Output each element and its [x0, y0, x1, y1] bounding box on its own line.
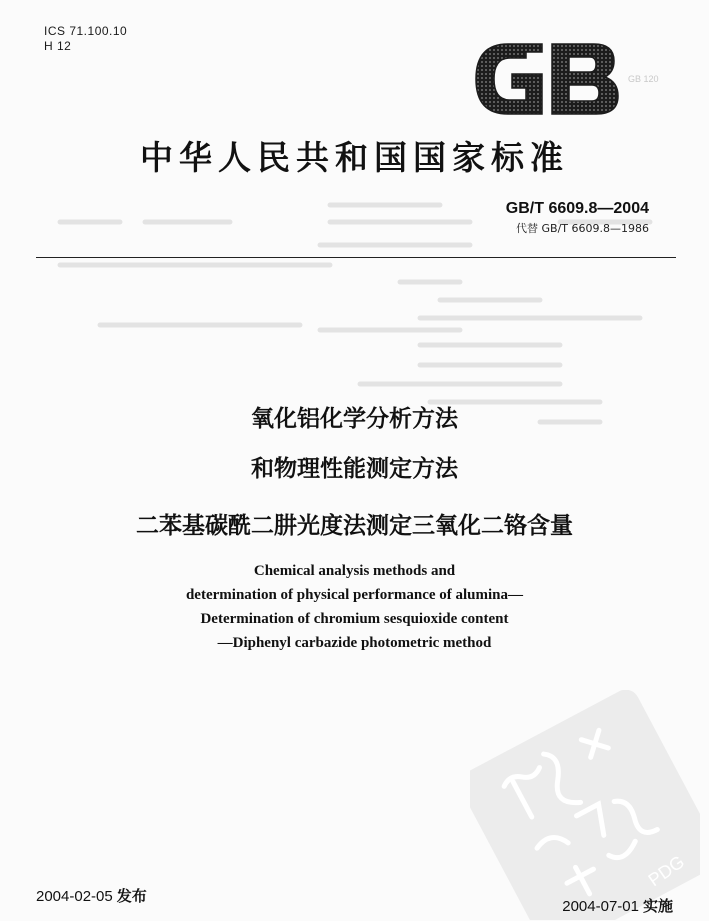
english-title-line-1: Chemical analysis methods and [253, 563, 456, 579]
classification-code: H 12 [44, 39, 72, 53]
issue-date [36, 885, 147, 906]
gb-logo-subtext: GB 120 [628, 74, 659, 84]
gb-logo [472, 40, 622, 118]
header-divider [36, 257, 676, 258]
ics-code: ICS 71.100.10 [44, 24, 128, 38]
library-watermark-seal [470, 690, 700, 920]
chinese-title-line-3: 二苯基碳酰二肼光度法测定三氧化二铬含量 [136, 513, 573, 539]
implementation-label: 实施 [642, 897, 673, 915]
national-standard-heading: 中华人民共和国国家标准 [140, 138, 569, 177]
standard-number [506, 200, 649, 218]
implementation-date [562, 895, 673, 916]
replaces-standard: 代替 GB/T 6609.8—1986 [516, 222, 649, 235]
issue-date-value: 2004-02-05 [36, 888, 113, 905]
watermark-text: PDG [644, 851, 689, 891]
english-title-line-3: Determination of chromium sesquioxide content [200, 611, 509, 627]
implementation-date-value: 2004-07-01 [562, 898, 639, 915]
classification-codes [44, 24, 127, 54]
english-title-line-4: —Diphenyl carbazide photometric method [217, 635, 492, 651]
english-title-line-2: determination of physical performance of alumina— [185, 587, 524, 603]
chinese-title-line-2: 和物理性能测定方法 [251, 456, 458, 482]
standard-number-text: GB/T 6609.8—2004 [505, 200, 649, 217]
issue-label: 发布 [116, 887, 147, 905]
chinese-title-line-1: 氧化铝化学分析方法 [251, 406, 458, 432]
